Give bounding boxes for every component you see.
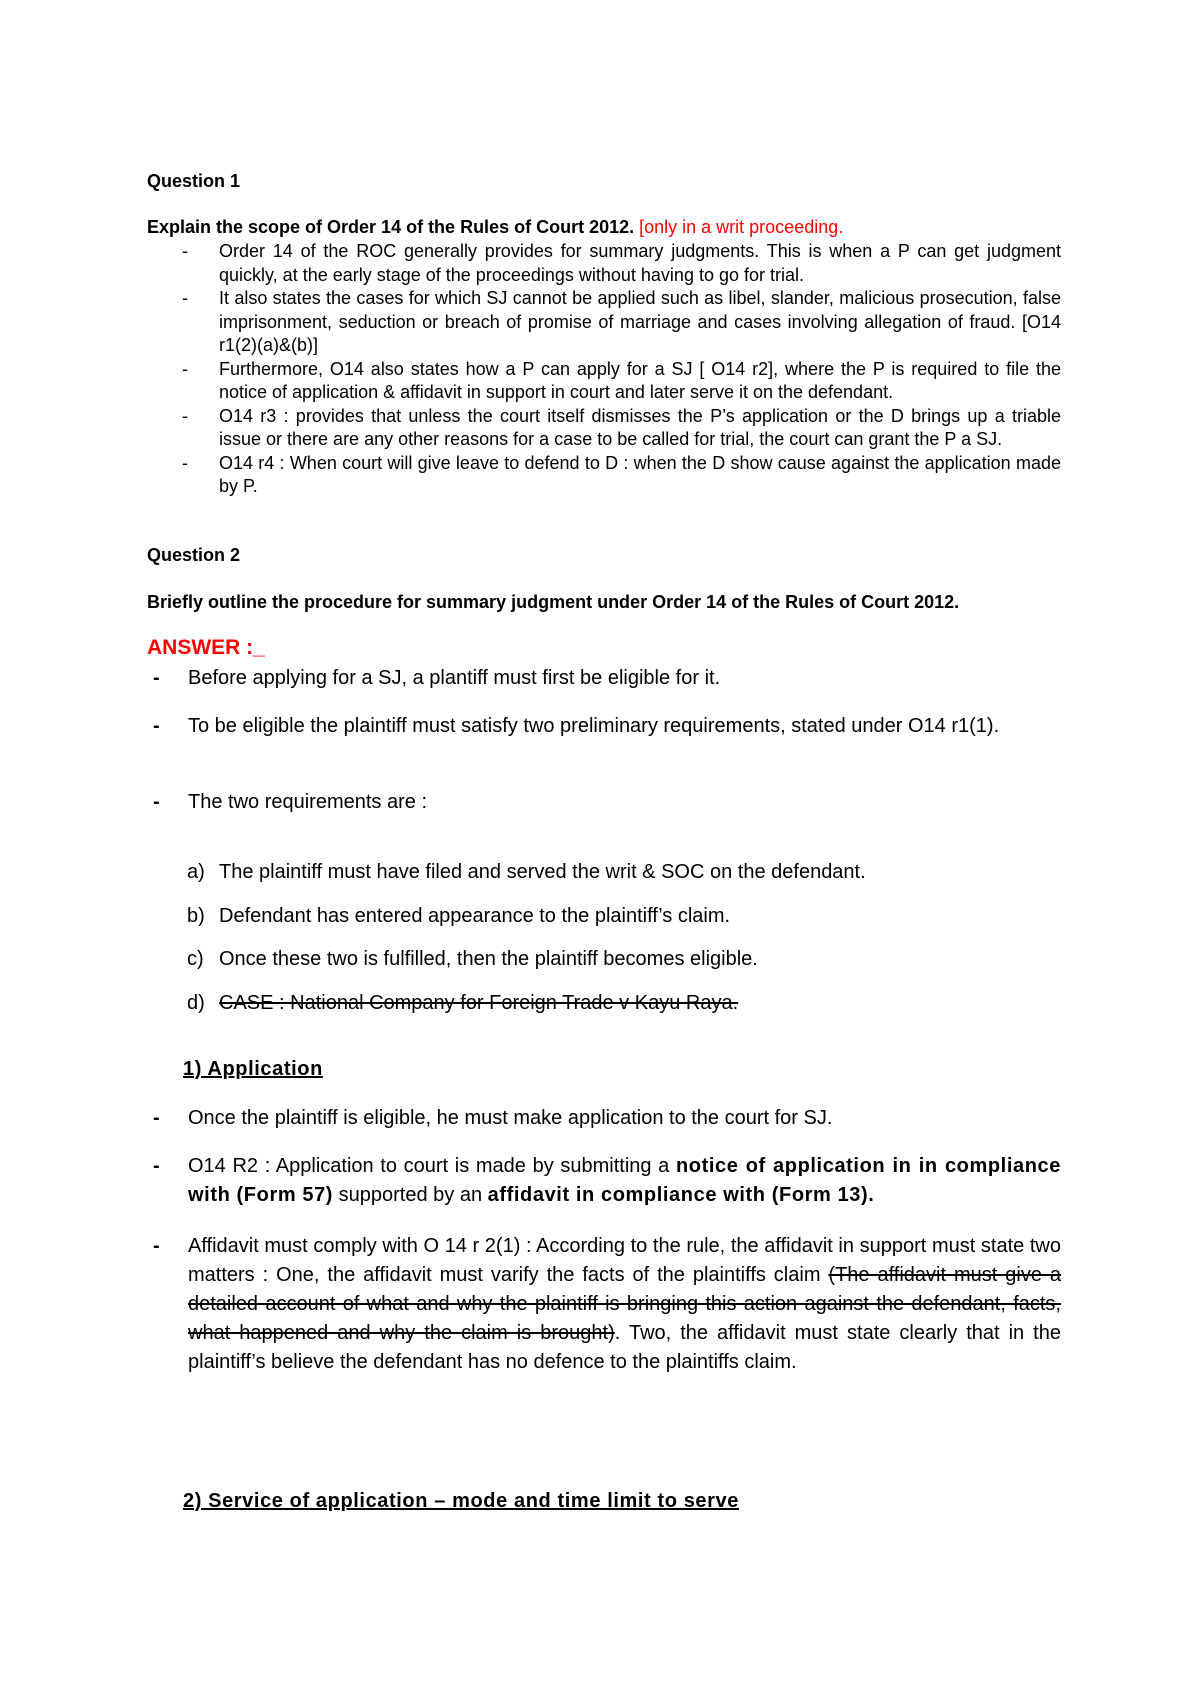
question-1-points [147, 240, 1061, 499]
question-1-prompt-text: Explain the scope of Order 14 of the Rules of Court 2012. [147, 217, 635, 237]
list-item: - O14 r3 : provides that unless the court itself dismisses the P’s application or the D brings up a triable issue or there are any other reasons for a case to be called for trial, the court can grant the P a SJ. [182, 405, 1061, 449]
question-2-heading: Question 2 [147, 545, 241, 565]
requirement-a: a) The plaintiff must have filed and served the writ & SOC on the defendant. [187, 861, 866, 883]
form-57-emphasis: notice of application in in compliance with (Form 57) [188, 1155, 1061, 1206]
list-item: - It also states the cases for which SJ cannot be applied such as libel, slander, malicious prosecution, false imprisonment, seduction or breach of promise of marriage and cases involving allegation of fraud. [O14 r1(2)(a)&(b)] [182, 288, 1061, 355]
requirement-d-struck: d) CASE : National Company for Foreign Trade v Kayu Raya. [187, 992, 739, 1014]
question-2-prompt: Briefly outline the procedure for summary judgment under Order 14 of the Rules of Court 2012. [147, 592, 960, 612]
application-point-3: - Affidavit must comply with O 14 r 2(1) : According to the rule, the affidavit in support must state two matters : One, the affidavit must varify the facts of the plaintiffs claim (The affidavit must give a detailed account of what and why the plaintiff is bringing this action against the defendant, facts, what happened and why the claim is brought). Two, the affidavit must state clearly that in the plaintiff’s believe the defendant has no defence to the plaintiffs claim. [153, 1235, 1061, 1373]
question-1-note: [only in a writ proceeding. [639, 217, 844, 237]
answer-label: ANSWER :_ [147, 636, 265, 659]
answer-point-3: - The two requirements are : [153, 791, 427, 813]
section-heading-application: 1) Application [183, 1058, 323, 1080]
answer-point-2: - To be eligible the plaintiff must satisfy two preliminary requirements, stated under O14 r1(1). [153, 715, 1000, 737]
list-item: - Order 14 of the ROC generally provides for summary judgments. This is when a P can get judgment quickly, at the early stage of the proceedings without having to go for trial. [182, 241, 1061, 285]
application-point-1: - Once the plaintiff is eligible, he must make application to the court for SJ. [153, 1107, 833, 1129]
application-point-2: - O14 R2 : Application to court is made by submitting a notice of application in in compliance with (Form 57) supported by an affidavit in compliance with (Form 13). [153, 1155, 1061, 1206]
list-item: - Furthermore, O14 also states how a P can apply for a SJ [ O14 r2], where the P is required to file the notice of application & affidavit in support in court and later serve it on the defendant. [182, 358, 1061, 402]
answer-point-1: - Before applying for a SJ, a plantiff must first be eligible for it. [153, 667, 721, 689]
form-13-emphasis: affidavit in compliance with (Form 13). [487, 1184, 875, 1206]
requirement-b: b) Defendant has entered appearance to the plaintiff’s claim. [187, 905, 731, 927]
struck-text: (The affidavit must give a detailed account of what and why the plaintiff is bringing this action against the defendant, facts, what happened and why the claim is brought) [188, 1264, 1061, 1344]
requirement-c: c) Once these two is fulfilled, then the plaintiff becomes eligible. [187, 948, 758, 970]
question-1-heading: Question 1 [147, 171, 241, 191]
question-1-prompt [147, 217, 843, 238]
section-heading-service: 2) Service of application – mode and time limit to serve [183, 1490, 739, 1512]
list-item: - O14 r4 : When court will give leave to defend to D : when the D show cause against the application made by P. [182, 452, 1061, 496]
